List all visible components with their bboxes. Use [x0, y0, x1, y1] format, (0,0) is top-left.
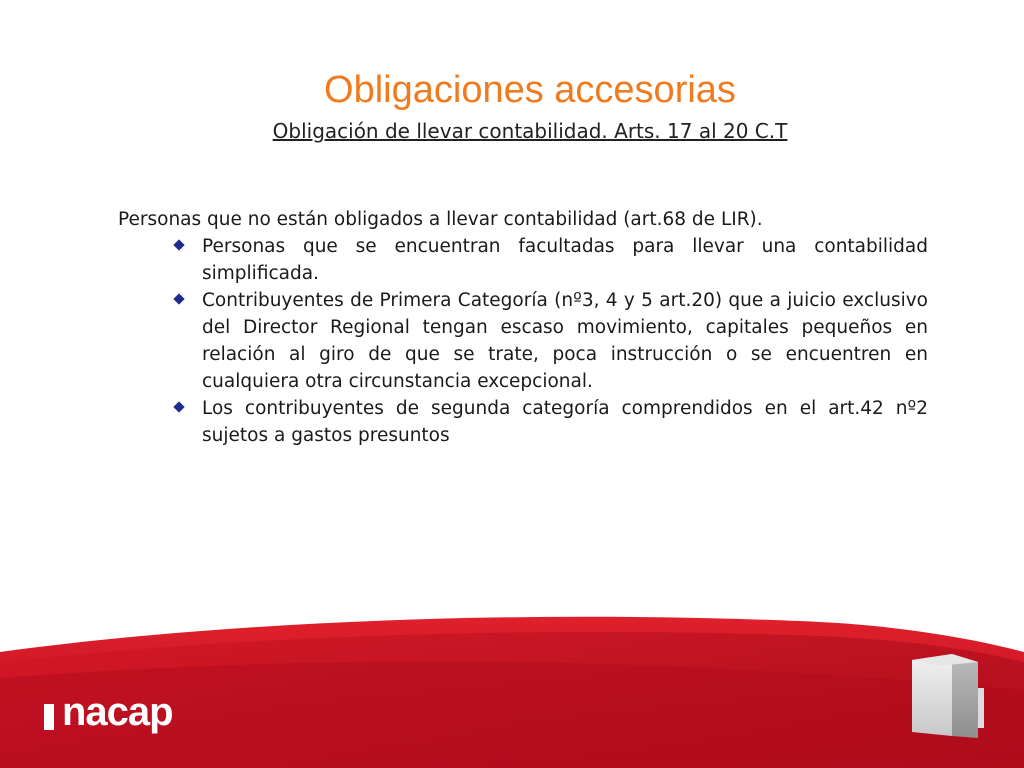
bullet-list	[118, 233, 928, 449]
bullet-text: Contribuyentes de Primera Categoría (nº3, 4 y 5 art.20) que a juicio exclusivo del Director Regional tengan escaso movimiento, capitales pequeños en relación al giro de que se trate, poca instrucción o se encuentren en cualquiera otra circunstancia excepcional.	[202, 290, 928, 392]
list-item	[202, 233, 928, 287]
diamond-bullet-icon	[173, 293, 184, 304]
inacap-logo: nacap	[62, 690, 173, 734]
list-item	[202, 395, 928, 449]
list-item	[202, 287, 928, 395]
slide-subtitle: Obligación de llevar contabilidad. Arts. 17 al 20 C.T	[272, 119, 788, 143]
bullet-text: Personas que se encuentran facultadas para llevar una contabilidad simplificada.	[202, 236, 928, 284]
bullet-text: Los contribuyentes de segunda categoría comprendidos en el art.42 nº2 sujetos a gastos presuntos	[202, 398, 928, 446]
diamond-bullet-icon	[173, 401, 184, 412]
diamond-bullet-icon	[173, 239, 184, 250]
slide-title: Obligaciones accesorias	[324, 69, 736, 111]
intro-text: Personas que no están obligados a llevar contabilidad (art.68 de LIR).	[118, 209, 763, 230]
slide-body	[118, 206, 928, 449]
logo-bar-icon	[44, 704, 54, 730]
cube-icon	[912, 654, 984, 738]
footer-band	[0, 600, 1024, 768]
